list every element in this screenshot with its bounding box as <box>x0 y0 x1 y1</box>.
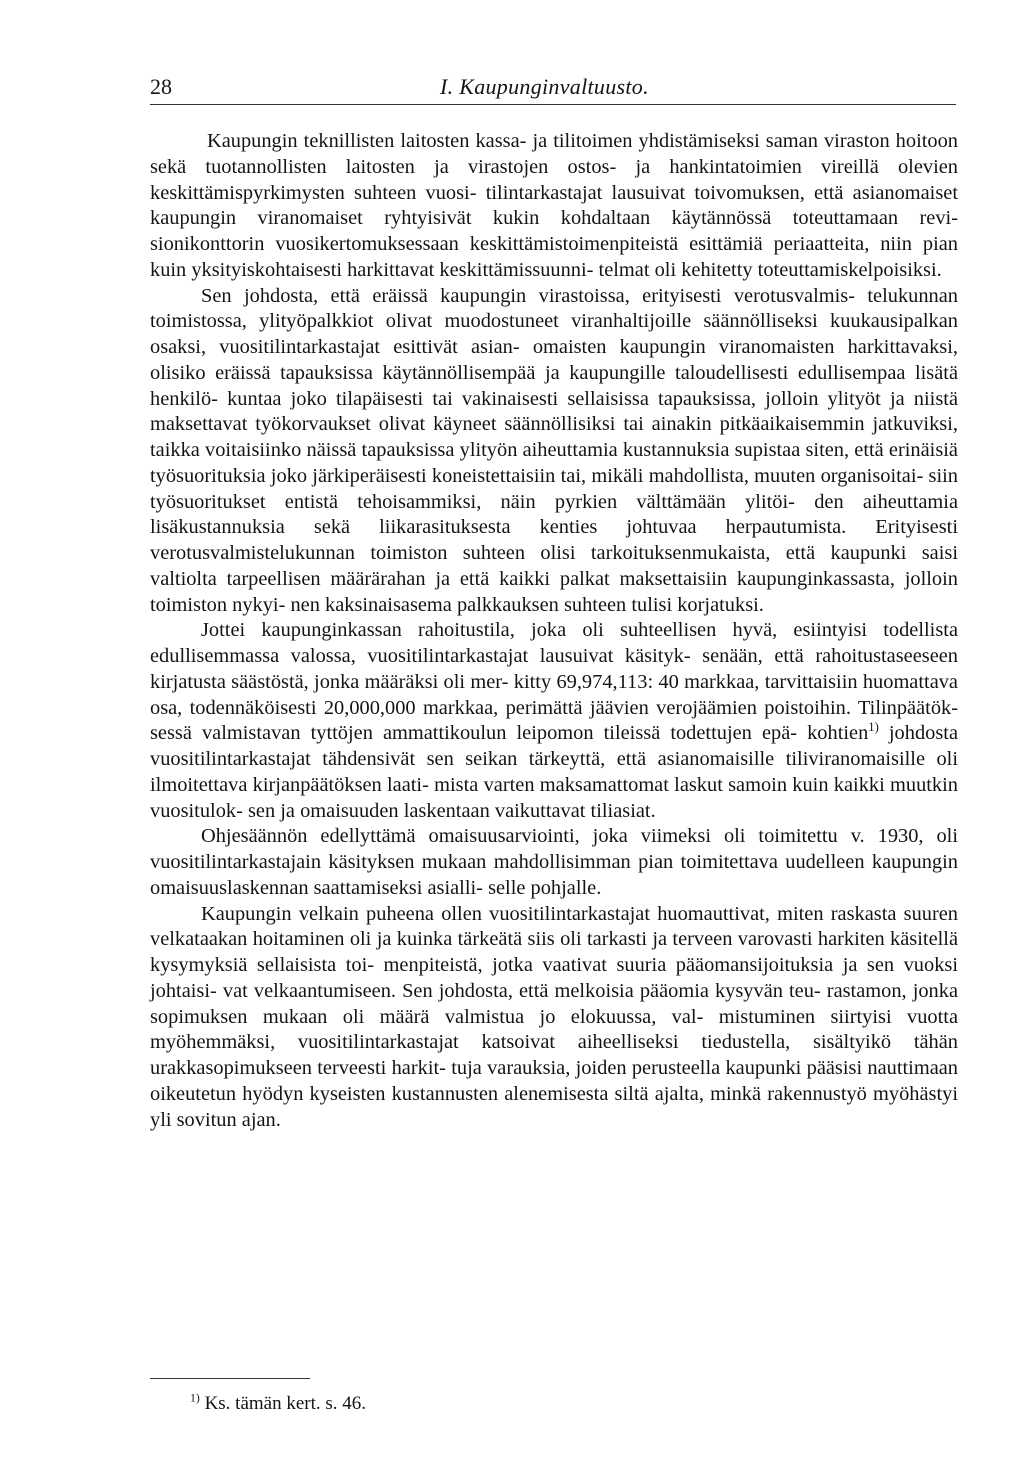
paragraph-1: Kaupungin teknillisten laitosten kassa- ja tilitoimen yhdistämiseksi saman viraston hoitoon sekä tuotannollisten laitosten ja virastojen ostos- ja hankintatoimien vireillä olevien keskittämispyrkimysten suhteen vuosi- tilintarkastajat lausuivat toivomuksen, että asianomaiset kaupungin viranomaiset ryhtyisivät kukin kohdaltaan käytännössä toteuttamaan revi- sionikonttorin vuosikertomuksessaan keskittämistoimenpiteistä esittämiä periaatteita, niin pian kuin yksityiskohtaisesti harkittavat keskittämissuunni- telmat oli kehitetty toteuttamiskelpoisiksi. <box>150 130 958 281</box>
body-text <box>150 129 958 1133</box>
header-rule <box>150 104 956 105</box>
paragraph-2: Sen johdosta, että eräissä kaupungin virastoissa, erityisesti verotusvalmis- telukunnan toimistossa, ylityöpalkkiot olivat muodostuneet viranhaltijoille säännölliseksi kuukausipalkan osaksi, vuositilintarkastajat esittivät asian- omaisten kaupungin viranomaisten harkittavaksi, olisiko eräissä tapauksissa käytännöllisempää ja kaupungille taloudellisesti edullisempaa lisätä henkilö- kuntaa joko tilapäisesti tai vakinaisesti sellaisissa tapauksissa, jolloin ylityöt ja niistä maksettavat työkorvaukset olivat käyneet säännöllisiksi tai ainakin pitkäaikaisemmin jatkuviksi, taikka voitaisiinko näissä tapauksissa ylityön aiheuttamia kustannuksia supistaa siten, että erinäisiä työsuorituksia joko järkiperäisesti koneistettaisiin tai, mikäli mahdollista, muuten organisoitai- siin työsuoritukset entistä tehoisammiksi, näin pyrkien välttämään ylitöi- den aiheuttamia lisäkustannuksia sekä liikarasituksesta kenties johtuvaa herpautumista. Erityisesti verotusvalmistelukunnan toimiston suhteen olisi tarkoituksenmukaista, että kaupunki saisi valtiolta tarpeellisen määrärahan ja että kaikki palkat maksettaisiin kaupunginkassasta, jolloin toimiston nykyi- nen kaksinaisasema palkkauksen suhteen tulisi korjatuksi. <box>150 284 958 616</box>
footnote-reference: 1) <box>868 720 879 735</box>
running-head: I. Kaupunginvaltuusto. <box>440 74 649 99</box>
paragraph-3-text-before-note: Jottei kaupunginkassan rahoitustila, joka oli suhteellisen hyvä, esiintyisi todellista edullisemmassa valossa, vuositilintarkastajat lausuivat käsityk- senään, että rahoitustaseeseen kirjatusta säästöstä, jonka määräksi oli mer- kitty 69,974,113: 40 markkaa, tarvittaisiin huomattava osa, todennäköisesti 20,000,000 markkaa, perimättä jäävien verojäämien poistoihin. Tilinpäätök- sessä valmistavan tyttöjen ammattikoulun leipomon tileissä todettujen epä- kohtien <box>150 619 958 745</box>
paragraph-5: Kaupungin velkain puheena ollen vuositilintarkastajat huomauttivat, miten raskasta suuren velkataakan hoitaminen oli ja kuinka tärkeätä siis oli tarkasti ja terveen varovasti harkiten käsitellä kysymyksiä sellaisista toi- menpiteistä, jotka vaativat suuria pääomansijoituksia ja sen vuoksi johtaisi- vat velkaantumiseen. Sen johdosta, että melkoisia pääomia kysyvän teu- rastamon, jonka sopimuksen mukaan oli määrä valmistua jo elokuussa, val- mistuminen siirtyisi vuotta myöhemmäksi, vuositilintarkastajat katsoivat aiheelliseksi tiedustella, sisältyikö tähän urakkasopimukseen terveesti harkit- tuja varauksia, joiden perusteella kaupunki pääsisi nauttimaan oikeutetun hyödyn kyseisten kustannusten alenemisesta siltä ajalta, minkä rakennustyö myöhästyi yli sovitun ajan. <box>150 902 958 1131</box>
page-number: 28 <box>150 74 172 99</box>
footnote-mark: 1) <box>190 1391 200 1405</box>
paragraph-3-text-after-note: johdosta vuositilintarkastajat tähdensivät sen seikan tärkeyttä, että asianomaisille tiliviranomaisille oli ilmoitettava kirjanpäätöksen laati- mista varten maksamattomat laskut samoin kuin kaikki muutkin vuositulok- sen ja omaisuuden laskentaan vaikuttavat tiliasiat. <box>150 722 958 822</box>
footnote <box>190 1392 366 1416</box>
footnote-text: Ks. tämän kert. s. 46. <box>199 1393 367 1414</box>
page-header <box>150 68 956 104</box>
paragraph-3 <box>150 618 958 824</box>
footnote-rule <box>150 1378 310 1379</box>
paragraph-4: Ohjesäännön edellyttämä omaisuusarviointi, joka viimeksi oli toimitettu v. 1930, oli vuositilintarkastajain käsityksen mukaan mahdollisimman pian toimitettava uudelleen kaupungin omaisuuslaskennan saattamiseksi asialli- selle pohjalle. <box>150 825 958 899</box>
